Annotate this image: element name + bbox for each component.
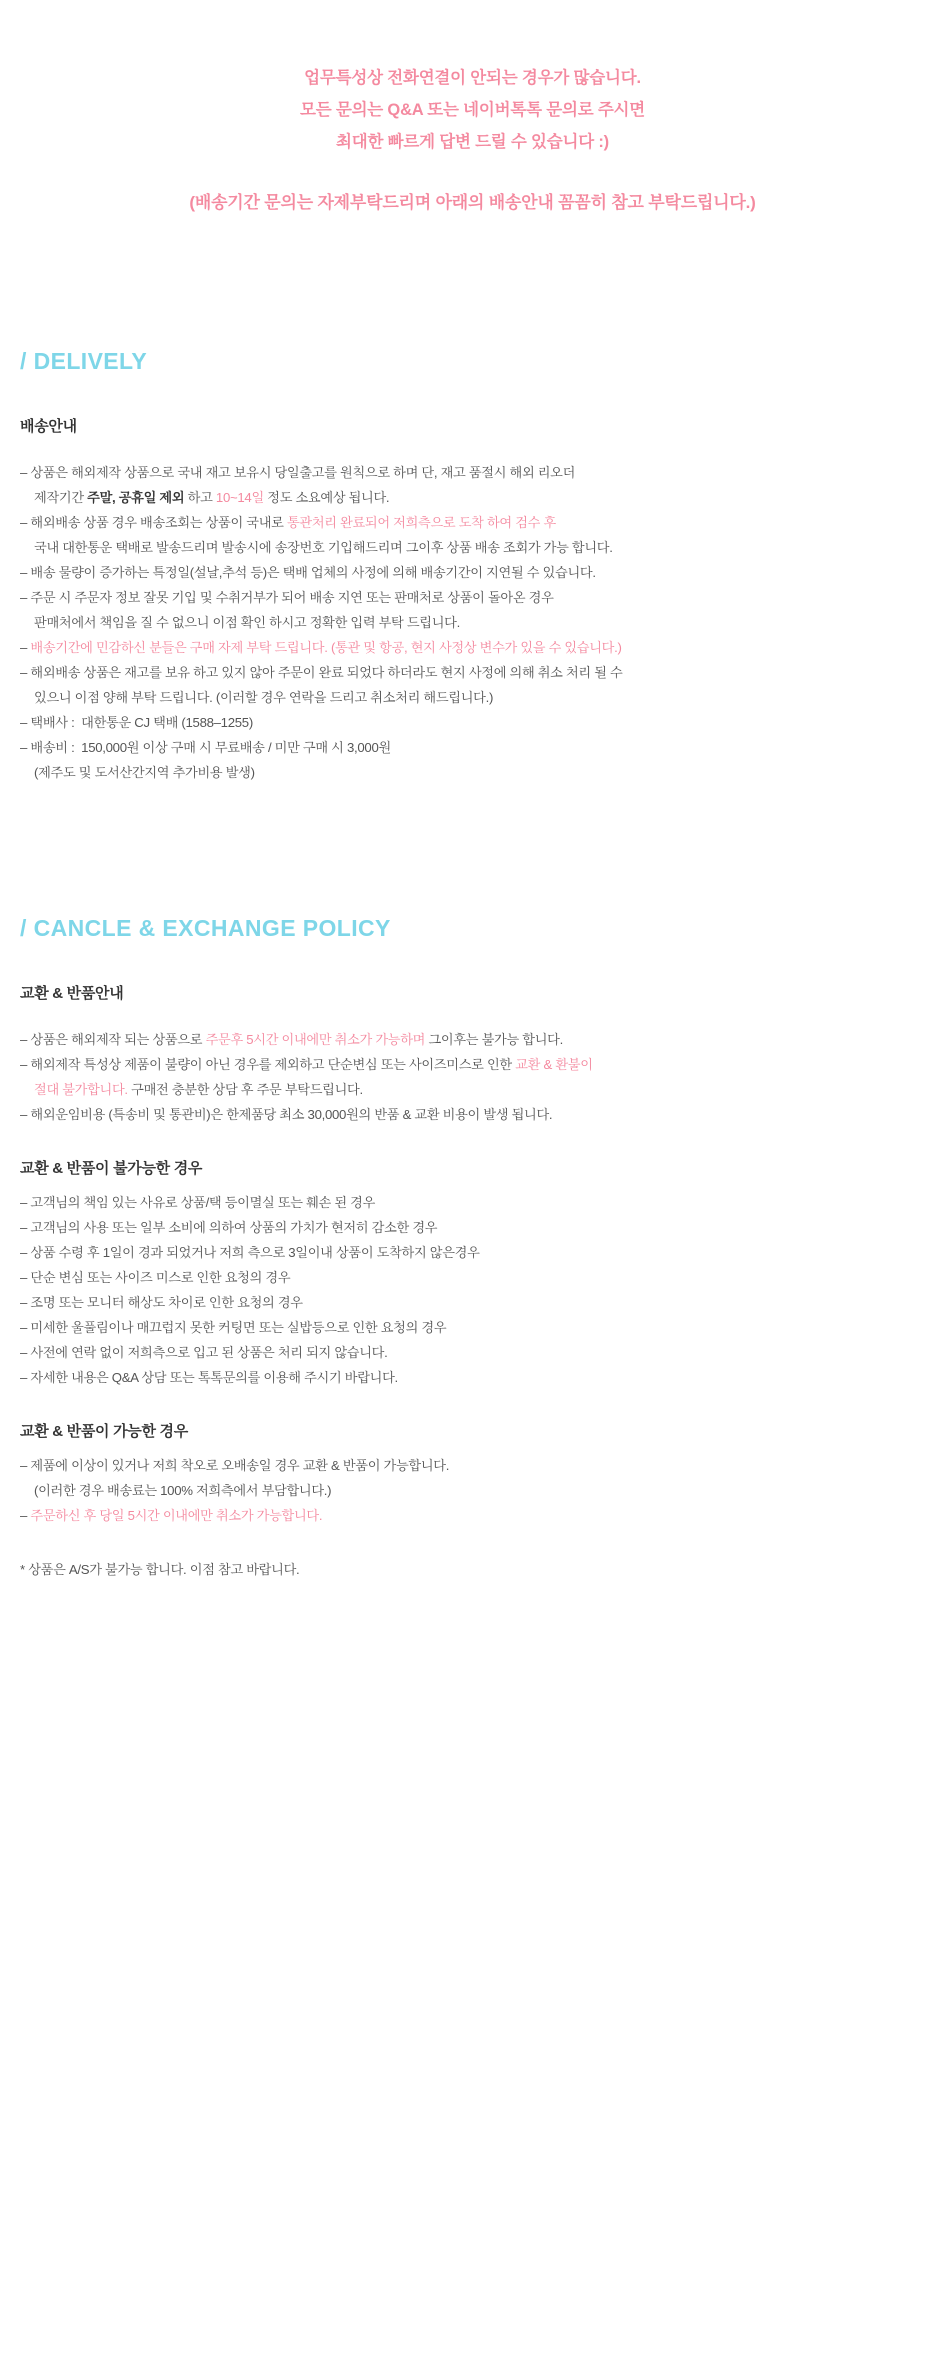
list-item xyxy=(20,1102,925,1127)
list-item xyxy=(20,1365,925,1390)
list-text: 해외제작 특성상 제품이 불량이 아닌 경우를 제외하고 단순변심 또는 사이즈미스로 인한 xyxy=(30,1057,516,1072)
list-text: 미세한 울풀림이나 매끄럽지 못한 커팅면 또는 실밥등으로 인한 요청의 경우 xyxy=(30,1320,447,1335)
list-item xyxy=(20,510,925,535)
list-item xyxy=(20,1052,925,1077)
list-text: 국내 대한통운 택배로 발송드리며 발송시에 송장번호 기입해드리며 그이후 상품 배송 조회가 가능 합니다. xyxy=(34,540,613,555)
spacer-footnote xyxy=(20,1528,925,1558)
list-dash: – xyxy=(20,465,31,480)
spacer-delivery-sub xyxy=(20,436,925,460)
list-dash: – xyxy=(20,1195,31,1210)
list-dash: – xyxy=(20,1270,31,1285)
list-text: 그이후는 불가능 합니다. xyxy=(425,1032,563,1047)
list-text: 해외운임비용 (특송비 및 통관비)은 한제품당 최소 30,000원의 반품 & 교환 비용이 발생 됩니다. xyxy=(30,1107,553,1122)
list-item xyxy=(20,460,925,485)
list-text: 절대 불가합니다. xyxy=(34,1082,128,1097)
list-dash: – xyxy=(20,1057,31,1072)
notice-line-2: 모든 문의는 Q&A 또는 네이버톡톡 문의로 주시면 xyxy=(299,101,646,119)
bottom-spacer xyxy=(20,1582,925,1638)
list-text: 주말, 공휴일 제외 xyxy=(87,490,185,505)
spacer-cancel-sub xyxy=(20,1003,925,1027)
delivery-section-title: / DELIVELY xyxy=(20,348,148,374)
list-text: 주문후 5시간 이내에만 취소가 가능하며 xyxy=(205,1032,426,1047)
list-dash: – xyxy=(20,1370,31,1385)
list-dash: – xyxy=(20,1220,31,1235)
list-dash: – xyxy=(20,715,31,730)
list-text: (이러한 경우 배송료는 100% 저희측에서 부담합니다.) xyxy=(34,1483,332,1498)
list-text: 상품은 해외제작 상품으로 국내 재고 보유시 당일출고를 원칙으로 하며 단, 재고 품절시 해외 리오더 xyxy=(30,465,576,480)
list-text: (제주도 및 도서산간지역 추가비용 발생) xyxy=(34,765,255,780)
list-text: 고객님의 사용 또는 일부 소비에 의하여 상품의 가치가 현저히 감소한 경우 xyxy=(30,1220,438,1235)
list-item xyxy=(20,1240,925,1265)
list-dash: – xyxy=(20,1508,31,1523)
spacer-before-cancel xyxy=(20,785,925,915)
notice-strong: (배송기간 문의는 자제부탁드리며 아래의 배송안내 꼼꼼히 참고 부탁드립니다.) xyxy=(189,193,756,212)
list-text: 교환 & 환불이 xyxy=(515,1057,593,1072)
list-item xyxy=(20,1290,925,1315)
list-text: 배송 물량이 증가하는 특정일(설날,추석 등)은 택배 업체의 사정에 의해 배송기간이 지연될 수 있습니다. xyxy=(30,565,596,580)
list-dash: – xyxy=(20,1032,31,1047)
list-dash: – xyxy=(20,1245,31,1260)
list-item xyxy=(20,1265,925,1290)
cancel-section-title: / CANCLE & EXCHANGE POLICY xyxy=(20,915,391,941)
list-text: 고객님의 책임 있는 사유로 상품/택 등이멸실 또는 훼손 된 경우 xyxy=(30,1195,376,1210)
list-text: 판매처에서 책임을 질 수 없으니 이점 확인 하시고 정확한 입력 부탁 드립니다. xyxy=(34,615,460,630)
list-dash: – xyxy=(20,1295,31,1310)
spacer-possible xyxy=(20,1390,925,1420)
list-text: 제품에 이상이 있거나 저희 착오로 오배송일 경우 교환 & 반품이 가능합니다. xyxy=(30,1458,450,1473)
list-text: 배송기간에 민감하신 분들은 구매 자제 부탁 드립니다. (통관 및 항공, 현지 사정상 변수가 있을 수 있습니다.) xyxy=(30,640,622,655)
delivery-sub-title: 배송안내 xyxy=(20,418,77,435)
list-dash: – xyxy=(20,565,31,580)
list-item xyxy=(20,485,925,510)
list-item xyxy=(20,1503,925,1528)
list-text: 상품 수령 후 1일이 경과 되었거나 저희 측으로 3일이내 상품이 도착하지 않은경우 xyxy=(30,1245,480,1260)
list-text: 10~14일 xyxy=(215,490,264,505)
list-dash: – xyxy=(20,640,31,655)
list-text: 상품은 해외제작 되는 상품으로 xyxy=(30,1032,206,1047)
notice-spacer xyxy=(20,158,925,188)
spacer-possible-list xyxy=(20,1441,925,1453)
list-text: 제작기간 xyxy=(34,490,88,505)
top-notice xyxy=(20,0,925,218)
list-item xyxy=(20,660,925,685)
list-text: 조명 또는 모니터 해상도 차이로 인한 요청의 경우 xyxy=(30,1295,303,1310)
list-text: 배송비 : 150,000원 이상 구매 시 무료배송 / 미만 구매 시 3,000원 xyxy=(30,740,391,755)
list-text: 자세한 내용은 Q&A 상담 또는 톡톡문의를 이용해 주시기 바랍니다. xyxy=(30,1370,398,1385)
possible-list xyxy=(20,1453,925,1528)
list-text: 구매전 충분한 상담 후 주문 부탁드립니다. xyxy=(127,1082,363,1097)
list-text: 통관처리 완료되어 저희측으로 도착 하여 검수 후 xyxy=(286,515,556,530)
list-text: 있으니 이점 양해 부탁 드립니다. (이러할 경우 연락을 드리고 취소처리 해드립니다.) xyxy=(34,690,494,705)
list-item xyxy=(20,1453,925,1478)
list-item xyxy=(20,560,925,585)
list-text: 해외배송 상품은 재고를 보유 하고 있지 않아 주문이 완료 되었다 하더라도 현지 사정에 의해 취소 처리 될 수 xyxy=(30,665,623,680)
list-item xyxy=(20,1215,925,1240)
list-item xyxy=(20,1478,925,1503)
list-text: 주문하신 후 당일 5시간 이내에만 취소가 가능합니다. xyxy=(30,1508,323,1523)
list-dash: – xyxy=(20,1458,31,1473)
impossible-list xyxy=(20,1190,925,1390)
list-dash: – xyxy=(20,515,31,530)
list-item xyxy=(20,1315,925,1340)
footnote: * 상품은 A/S가 불가능 합니다. 이점 참고 바랍니다. xyxy=(20,1562,300,1577)
notice-line-1: 업무특성상 전화연결이 안되는 경우가 많습니다. xyxy=(304,69,641,87)
list-dash: – xyxy=(20,1320,31,1335)
spacer-impossible-list xyxy=(20,1178,925,1190)
list-dash: – xyxy=(20,590,31,605)
list-dash: – xyxy=(20,740,31,755)
delivery-section xyxy=(20,348,925,785)
impossible-title: 교환 & 반품이 불가능한 경우 xyxy=(20,1160,203,1177)
list-item xyxy=(20,760,925,785)
list-item xyxy=(20,710,925,735)
list-text: 택배사 : 대한통운 CJ 택배 (1588–1255) xyxy=(30,715,253,730)
list-text: 해외배송 상품 경우 배송조회는 상품이 국내로 xyxy=(30,515,287,530)
spacer-before-delivery xyxy=(20,218,925,348)
spacer-impossible xyxy=(20,1127,925,1157)
list-item xyxy=(20,1340,925,1365)
notice-line-3: 최대한 빠르게 답변 드릴 수 있습니다 :) xyxy=(336,133,609,151)
list-item xyxy=(20,585,925,610)
cancel-section xyxy=(20,915,925,1582)
possible-title: 교환 & 반품이 가능한 경우 xyxy=(20,1423,188,1440)
list-text: 하고 xyxy=(184,490,216,505)
list-item xyxy=(20,685,925,710)
spacer-cancel-title xyxy=(20,942,925,982)
list-item xyxy=(20,1190,925,1215)
list-item xyxy=(20,635,925,660)
cancel-intro-list xyxy=(20,1027,925,1127)
list-item xyxy=(20,1077,925,1102)
list-item xyxy=(20,1027,925,1052)
delivery-list xyxy=(20,460,925,785)
list-item xyxy=(20,535,925,560)
cancel-sub-title: 교환 & 반품안내 xyxy=(20,985,124,1002)
list-text: 정도 소요예상 됩니다. xyxy=(263,490,390,505)
list-item xyxy=(20,735,925,760)
list-dash: – xyxy=(20,1345,31,1360)
spacer-delivery-title xyxy=(20,375,925,415)
list-text: 사전에 연락 없이 저희측으로 입고 된 상품은 처리 되지 않습니다. xyxy=(30,1345,388,1360)
list-item xyxy=(20,610,925,635)
list-dash: – xyxy=(20,665,31,680)
list-text: 단순 변심 또는 사이즈 미스로 인한 요청의 경우 xyxy=(30,1270,291,1285)
list-text: 주문 시 주문자 정보 잘못 기입 및 수취거부가 되어 배송 지연 또는 판매처로 상품이 돌아온 경우 xyxy=(30,590,554,605)
list-dash: – xyxy=(20,1107,31,1122)
